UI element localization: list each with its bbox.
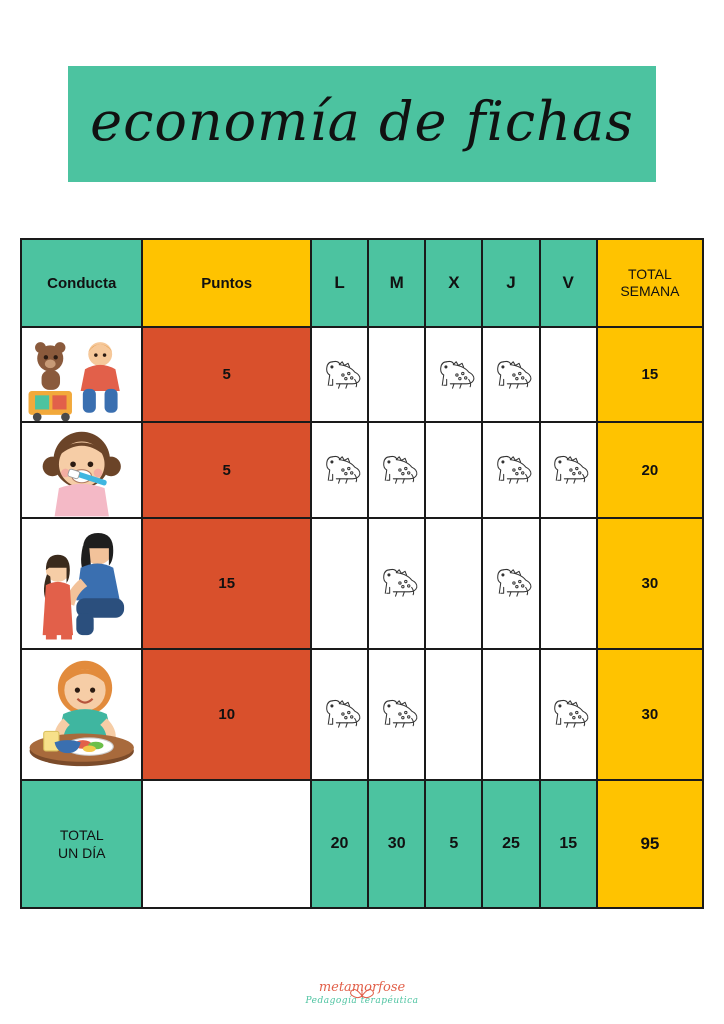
token-cell-l[interactable] (311, 422, 368, 517)
illustration-wrap (22, 328, 141, 421)
dinosaur-token-icon (546, 448, 590, 492)
day-total-j[interactable]: 25 (482, 780, 539, 908)
girl-brushing-teeth-icon (22, 423, 141, 516)
butterfly-logo-icon (349, 979, 375, 1005)
total-row-points-blank[interactable] (142, 780, 310, 908)
header-total-semana-line1: TOTAL (627, 265, 672, 282)
illustration-wrap (22, 520, 141, 646)
header-puntos: Puntos (142, 239, 310, 327)
title-banner (68, 66, 656, 182)
grand-total-value[interactable]: 95 (597, 780, 703, 908)
header-day-l: L (311, 239, 368, 327)
logo-tagline-text: Pedagogía terapéutica (305, 996, 419, 1006)
dino-token (369, 448, 424, 492)
mother-talking-to-daughter-icon (22, 520, 141, 646)
dinosaur-token-icon (375, 561, 419, 605)
week-total-value[interactable]: 20 (597, 422, 703, 517)
dino-token (483, 353, 538, 397)
page-title: economía de fichas (90, 90, 634, 153)
token-cell-v[interactable] (540, 422, 597, 517)
dinosaur-token-icon (318, 692, 362, 736)
footer-logo (0, 981, 724, 1006)
day-total-v[interactable]: 15 (540, 780, 597, 908)
dino-token (426, 353, 481, 397)
dino-token (369, 692, 424, 736)
token-cell-v[interactable] (540, 649, 597, 780)
token-economy-table (20, 238, 704, 909)
token-cell-v[interactable] (540, 327, 597, 422)
token-cell-j[interactable] (482, 422, 539, 517)
token-cell-j[interactable] (482, 327, 539, 422)
dino-token (312, 448, 367, 492)
dino-token (369, 561, 424, 605)
token-cell-x[interactable] (425, 422, 482, 517)
day-total-m[interactable]: 30 (368, 780, 425, 908)
points-value[interactable]: 5 (142, 422, 310, 517)
child-putting-away-toys-icon (22, 328, 141, 421)
token-cell-l[interactable] (311, 649, 368, 780)
total-row-label-line1: TOTAL (59, 826, 104, 843)
total-row-label (21, 780, 142, 908)
token-cell-m[interactable] (368, 649, 425, 780)
week-total-value[interactable]: 15 (597, 327, 703, 422)
week-total-value[interactable]: 30 (597, 649, 703, 780)
dino-token (483, 448, 538, 492)
dinosaur-token-icon (318, 448, 362, 492)
day-total-l[interactable]: 20 (311, 780, 368, 908)
token-cell-m[interactable] (368, 422, 425, 517)
dinosaur-token-icon (546, 692, 590, 736)
token-cell-m[interactable] (368, 327, 425, 422)
behaviour-illustration-toys (21, 327, 142, 422)
token-cell-j[interactable] (482, 518, 539, 649)
dino-token (312, 353, 367, 397)
dino-token (312, 692, 367, 736)
dino-token (541, 692, 596, 736)
behaviour-illustration-teeth (21, 422, 142, 517)
table-row (21, 518, 703, 649)
illustration-wrap (22, 423, 141, 516)
dinosaur-token-icon (489, 448, 533, 492)
dinosaur-token-icon (318, 353, 362, 397)
token-cell-j[interactable] (482, 649, 539, 780)
table-row (21, 649, 703, 780)
header-day-j: J (482, 239, 539, 327)
total-row-label-line2: UN DÍA (58, 844, 106, 861)
header-total-semana (597, 239, 703, 327)
header-conducta: Conducta (21, 239, 142, 327)
token-cell-x[interactable] (425, 518, 482, 649)
logo-brand-text: metamorfose (318, 980, 406, 995)
illustration-wrap (22, 651, 141, 777)
behaviour-illustration-talking (21, 518, 142, 649)
table-row (21, 422, 703, 517)
week-total-value[interactable]: 30 (597, 518, 703, 649)
header-total-semana-line2: SEMANA (620, 283, 680, 299)
dino-token (483, 561, 538, 605)
header-day-x: X (425, 239, 482, 327)
girl-eating-meal-icon (22, 651, 141, 777)
dinosaur-token-icon (375, 448, 419, 492)
dinosaur-token-icon (432, 353, 476, 397)
token-cell-l[interactable] (311, 327, 368, 422)
token-cell-x[interactable] (425, 649, 482, 780)
dino-token (541, 448, 596, 492)
token-cell-m[interactable] (368, 518, 425, 649)
day-total-x[interactable]: 5 (425, 780, 482, 908)
points-value[interactable]: 5 (142, 327, 310, 422)
token-cell-l[interactable] (311, 518, 368, 649)
total-row (21, 780, 703, 908)
dinosaur-token-icon (489, 561, 533, 605)
table-row (21, 327, 703, 422)
header-day-v: V (540, 239, 597, 327)
header-day-m: M (368, 239, 425, 327)
dinosaur-token-icon (375, 692, 419, 736)
table-header-row (21, 239, 703, 327)
token-cell-x[interactable] (425, 327, 482, 422)
points-value[interactable]: 10 (142, 649, 310, 780)
behaviour-illustration-eating (21, 649, 142, 780)
dinosaur-token-icon (489, 353, 533, 397)
points-value[interactable]: 15 (142, 518, 310, 649)
token-cell-v[interactable] (540, 518, 597, 649)
